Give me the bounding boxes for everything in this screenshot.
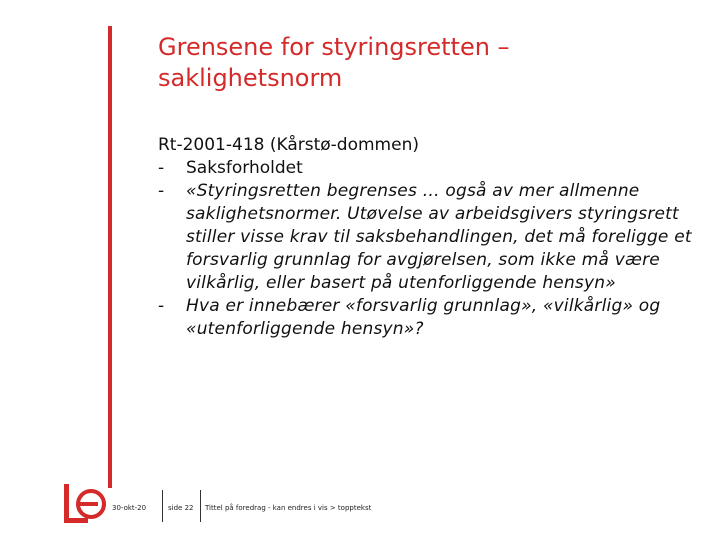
slide-body — [158, 134, 698, 341]
footer-separator — [200, 490, 201, 522]
slide-title: Grensene for styringsretten – saklighetsnorm — [158, 33, 510, 92]
bullet-text-question: Hva er innebærer «forsvarlig grunnlag», «vilkårlig» og «utenforliggende hensyn»? — [186, 296, 661, 339]
footer-separator — [162, 490, 163, 522]
bullet-dash: - — [158, 158, 165, 178]
logo-bar — [78, 502, 98, 506]
bullet-item-quote — [158, 180, 698, 295]
footer-date: 30-okt-20 — [112, 504, 147, 512]
footer-presentation-title: Tittel på foredrag - kan endres i vis > topptekst — [205, 504, 372, 512]
bullet-text-quote: «Styringsretten begrenses … også av mer allmenne saklighetsnormer. Utøvelse av arbeidsgivers styringsrett stiller visse krav til saksbehandlingen, det må foreligge et forsvarlig grunnlag for avgjørelsen, som ikke må være vilkårlig, eller basert på utenforliggende hensyn» — [186, 181, 692, 293]
bullet-text: Saksforholdet — [186, 158, 303, 178]
bullet-item-facts — [158, 157, 698, 180]
case-reference-heading: Rt-2001-418 (Kårstø-dommen) — [158, 135, 419, 155]
bullet-dash: - — [158, 181, 165, 201]
accent-vertical-line — [108, 26, 112, 488]
bullet-dash: - — [158, 296, 165, 316]
lo-logo-icon — [58, 480, 112, 530]
footer-page-number: side 22 — [168, 504, 194, 512]
bullet-item-question — [158, 295, 698, 341]
